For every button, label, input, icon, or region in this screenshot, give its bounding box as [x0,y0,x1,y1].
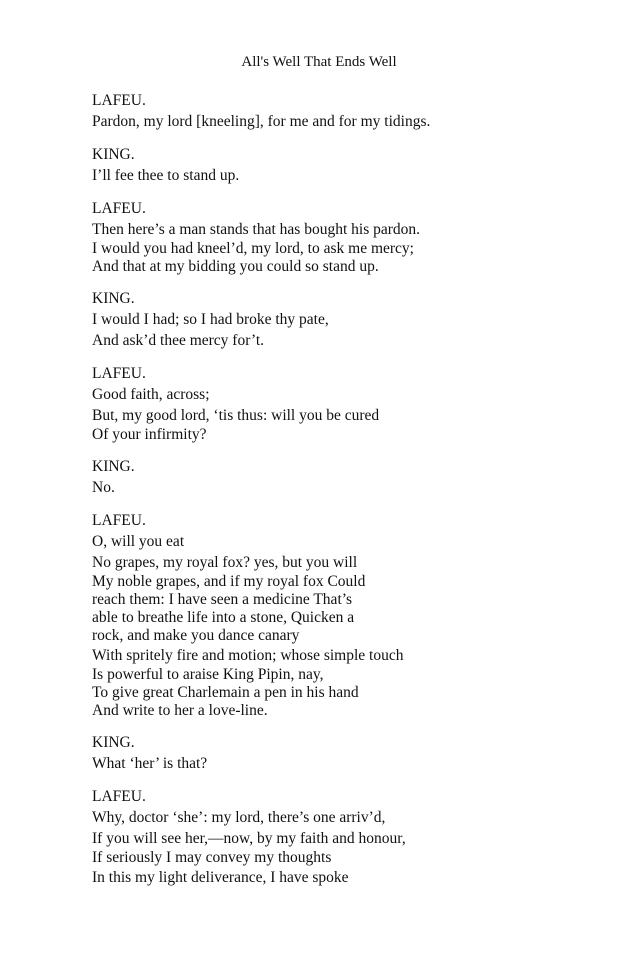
verse-line: I’ll fee thee to stand up. [92,167,240,184]
speaker-name: LAFEU. [92,200,146,217]
page-header-title: All's Well That Ends Well [241,54,397,70]
verse-line: No grapes, my royal fox? yes, but you will [92,554,358,571]
speaker-name: LAFEU. [92,788,146,805]
speech [92,90,592,132]
verse-line: rock, and make you dance canary [92,627,300,644]
verse-line: But, my good lord, ‘tis thus: will you be cured [92,407,380,424]
speech [92,198,592,276]
verse-line: And write to her a love-line. [92,702,268,719]
speaker-name: LAFEU. [92,365,146,382]
verse-line: And ask’d thee mercy for’t. [92,332,265,349]
verse-line: Then here’s a man stands that has bought his pardon. [92,221,421,238]
verse-line: To give great Charlemain a pen in his hand [92,684,359,701]
verse-line: Why, doctor ‘she’: my lord, there’s one arriv’d, [92,809,386,826]
speaker-name: KING. [92,146,135,163]
verse-line: Pardon, my lord [kneeling], for me and for my tidings. [92,113,431,130]
verse-line: If seriously I may convey my thoughts [92,849,332,866]
verse-line: If you will see her,—now, by my faith and honour, [92,830,406,847]
verse-line: In this my light deliverance, I have spoke [92,869,349,886]
speech [92,363,592,444]
verse-line: Of your infirmity? [92,426,207,443]
verse-line: What ‘her’ is that? [92,755,208,772]
speech [92,786,592,888]
verse-line: Is powerful to araise King Pipin, nay, [92,666,324,683]
verse-line: With spritely fire and motion; whose simple touch [92,647,404,664]
verse-line: O, will you eat [92,533,185,550]
speech [92,144,592,186]
verse-line: reach them: I have seen a medicine That’s [92,591,353,608]
speaker-name: KING. [92,458,135,475]
verse-line: No. [92,479,115,496]
speaker-name: KING. [92,734,135,751]
verse-line: I would I had; so I had broke thy pate, [92,311,329,328]
speaker-name: LAFEU. [92,92,146,109]
play-text [92,90,592,888]
speech [92,288,592,351]
verse-line: able to breathe life into a stone, Quicken a [92,609,355,626]
speech [92,510,592,720]
speaker-name: LAFEU. [92,512,146,529]
speaker-name: KING. [92,290,135,307]
verse-line: And that at my bidding you could so stand up. [92,258,379,275]
speech [92,456,592,498]
verse-line: I would you had kneel’d, my lord, to ask me mercy; [92,240,414,257]
speech [92,732,592,774]
verse-line: My noble grapes, and if my royal fox Could [92,573,366,590]
verse-line: Good faith, across; [92,386,210,403]
